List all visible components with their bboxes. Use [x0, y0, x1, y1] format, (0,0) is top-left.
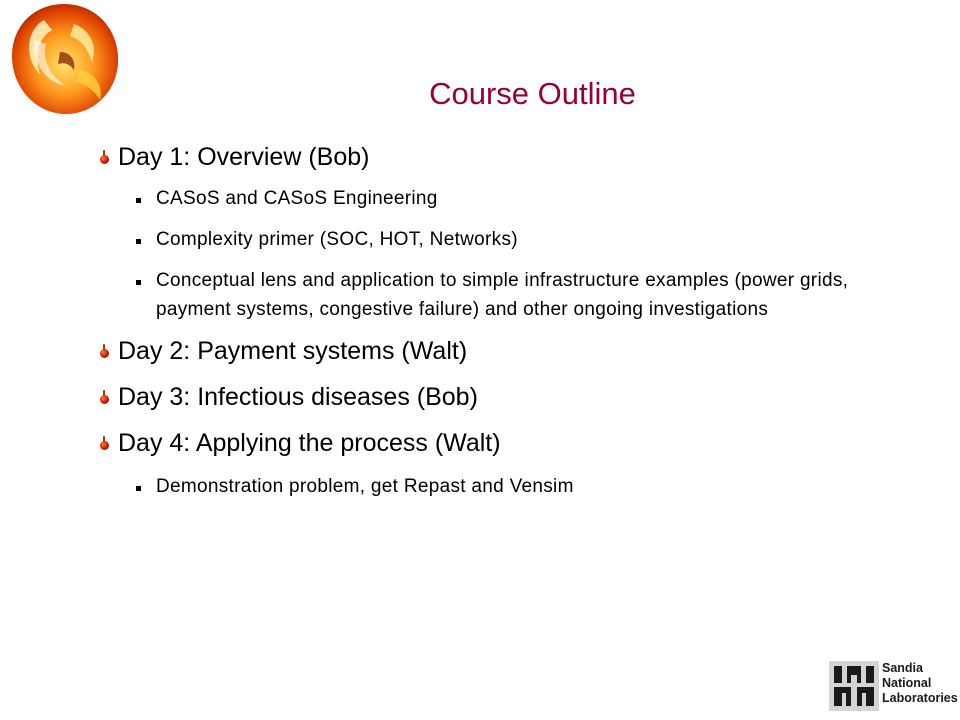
sub-bullet-text: Conceptual lens and application to simple infrastructure examples (power grids, payment systems, congestive failure) and other ongoing investigations	[156, 270, 849, 320]
square-bullet-icon	[136, 198, 141, 203]
bullet-day-4	[100, 426, 890, 460]
sandia-wordmark	[882, 661, 958, 706]
square-bullet-icon	[136, 239, 141, 244]
ember-bullet-icon	[100, 441, 109, 450]
bullet-text: Day 1: Overview (Bob)	[118, 143, 370, 171]
bullet-day-1	[100, 140, 890, 174]
bullet-list	[100, 140, 890, 501]
sub-bullet	[136, 184, 890, 213]
logo-line: Sandia	[882, 661, 923, 675]
sub-bullet	[136, 266, 890, 324]
sub-bullet-text: Demonstration problem, get Repast and Vensim	[156, 476, 574, 497]
bullet-text: Day 4: Applying the process (Walt)	[118, 429, 501, 457]
logo-line: Laboratories	[882, 691, 958, 705]
sub-bullet-text: Complexity primer (SOC, HOT, Networks)	[156, 229, 518, 250]
bullet-text: Day 3: Infectious diseases (Bob)	[118, 383, 478, 411]
bullet-text: Day 2: Payment systems (Walt)	[118, 337, 468, 365]
sandia-logo	[829, 661, 958, 711]
sub-bullet-text: CASoS and CASoS Engineering	[156, 188, 438, 209]
sub-bullet	[136, 472, 890, 501]
bullet-day-3	[100, 380, 890, 414]
square-bullet-icon	[136, 280, 141, 285]
bullet-day-2	[100, 334, 890, 368]
ember-bullet-icon	[100, 395, 109, 404]
square-bullet-icon	[136, 486, 141, 491]
sub-bullet	[136, 225, 890, 254]
ember-bullet-icon	[100, 349, 109, 358]
logo-line: National	[882, 676, 932, 690]
ember-bullet-icon	[100, 155, 109, 164]
sandia-thunderbird-icon	[829, 661, 879, 711]
slide-title: Course Outline	[429, 76, 636, 111]
